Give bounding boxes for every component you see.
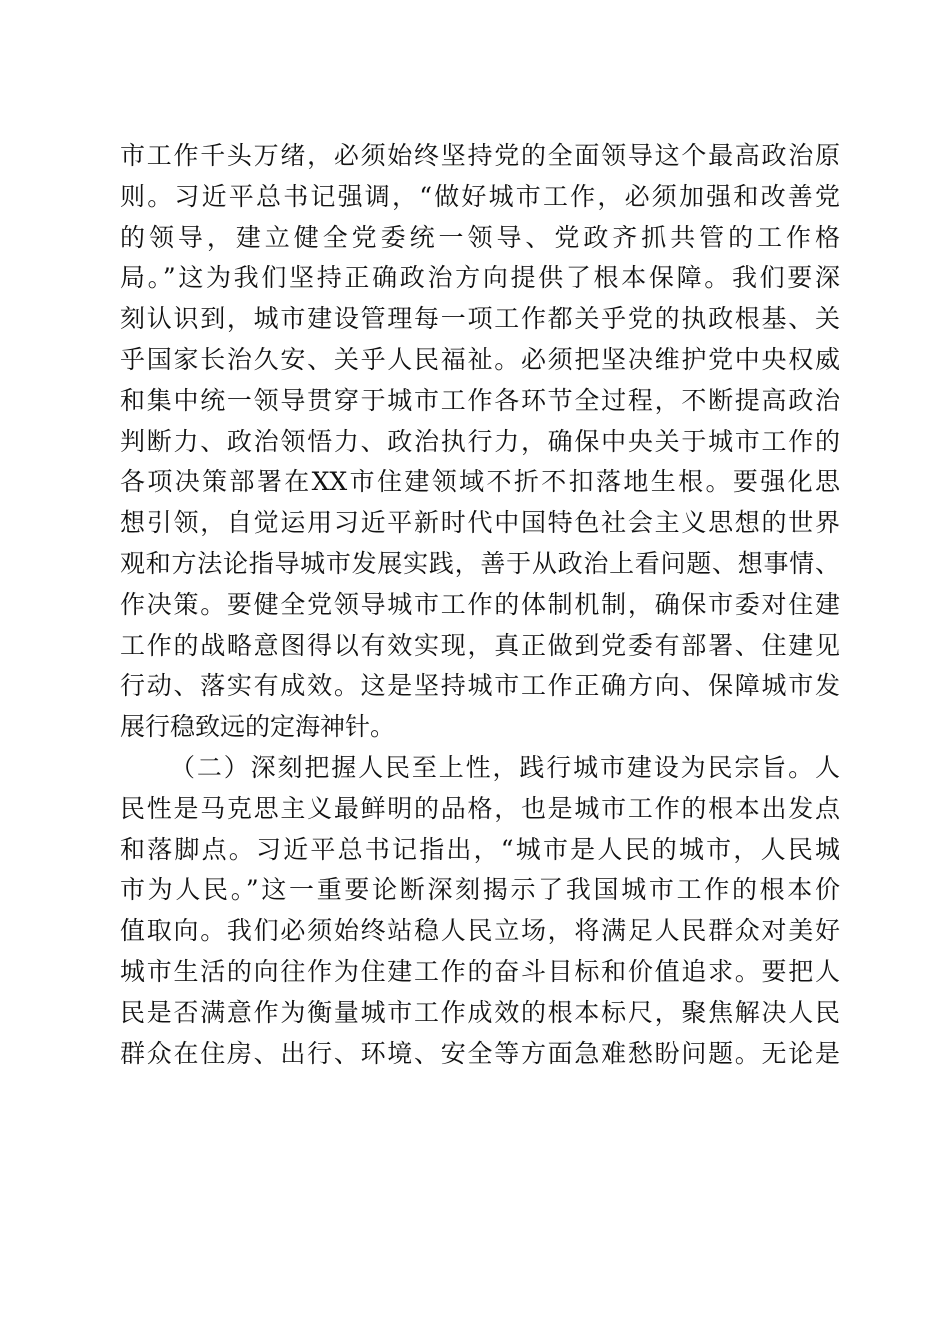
body-text — [120, 136, 840, 1074]
text-line: 行动、落实有成效。这是坚持城市工作正确方向、保障城市发 — [120, 671, 840, 701]
text-line: 工作的战略意图得以有效实现，真正做到党委有部署、住建见 — [120, 630, 840, 660]
text-line: 和落脚点。习近平总书记指出，“城市是人民的城市，人民城 — [120, 834, 840, 864]
text-line: 的领导，建立健全党委统一领导、党政齐抓共管的工作格 — [120, 222, 840, 252]
text-line: 和集中统一领导贯穿于城市工作各环节全过程，不断提高政治 — [120, 385, 840, 415]
text-line: 局。”这为我们坚持正确政治方向提供了根本保障。我们要深 — [120, 263, 840, 293]
text-line: 各项决策部署在XX市住建领域不折不扣落地生根。要强化思 — [120, 467, 840, 497]
text-line: 则。习近平总书记强调，“做好城市工作，必须加强和改善党 — [120, 181, 840, 211]
text-line: 市工作千头万绪，必须始终坚持党的全面领导这个最高政治原 — [120, 141, 840, 170]
text-line: 民是否满意作为衡量城市工作成效的根本标尺，聚焦解决人民 — [120, 997, 840, 1027]
paragraph-end-line: 展行稳致远的定海神针。 — [120, 712, 396, 742]
text-line: 城市生活的向往作为住建工作的奋斗目标和价值追求。要把人 — [120, 956, 840, 986]
text-line: 刻认识到，城市建设管理每一项工作都关乎党的执政根基、关 — [120, 304, 840, 334]
text-line: 判断力、政治领悟力、政治执行力，确保中央关于城市工作的 — [120, 426, 840, 456]
section-heading-line: （二）深刻把握人民至上性，践行城市建设为民宗旨。人 — [170, 752, 840, 782]
text-line: 乎国家长治久安、关乎人民福祉。必须把坚决维护党中央权威 — [120, 344, 840, 374]
text-line: 观和方法论指导城市发展实践，善于从政治上看问题、想事情、 — [120, 548, 840, 578]
text-line: 作决策。要健全党领导城市工作的体制机制，确保市委对住建 — [120, 589, 840, 619]
text-line: 想引领，自觉运用习近平新时代中国特色社会主义思想的世界 — [120, 508, 840, 538]
text-line: 民性是马克思主义最鲜明的品格，也是城市工作的根本出发点 — [120, 793, 840, 823]
text-line: 群众在住房、出行、环境、安全等方面急难愁盼问题。无论是 — [120, 1038, 840, 1068]
text-line: 值取向。我们必须始终站稳人民立场，将满足人民群众对美好 — [120, 916, 840, 946]
text-line: 市为人民。”这一重要论断深刻揭示了我国城市工作的根本价 — [120, 875, 840, 905]
